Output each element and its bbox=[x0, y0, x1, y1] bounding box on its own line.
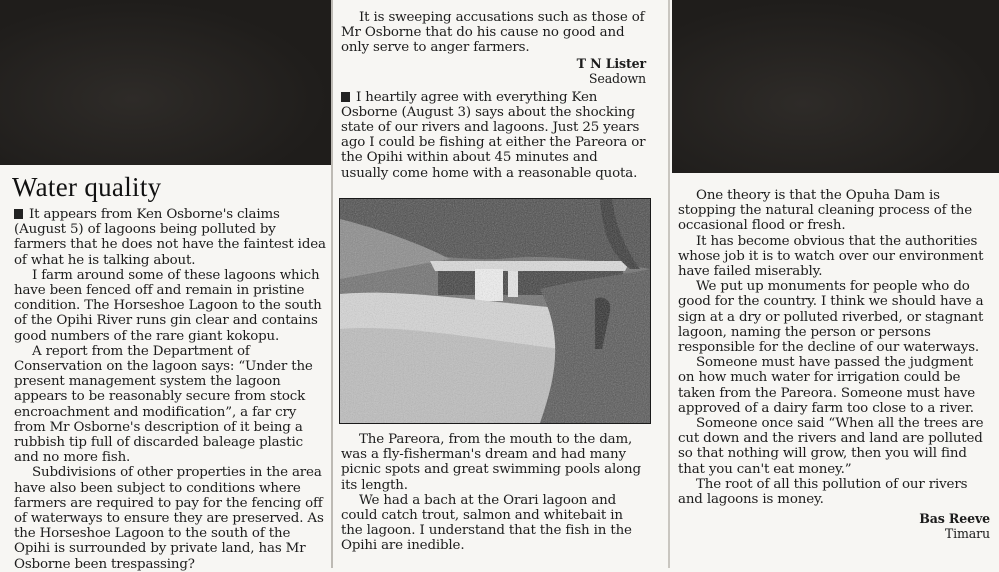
letter-paragraph: It is sweeping accusations such as those of Mr Osborne that do his cause no good and only serve to anger farmers. bbox=[341, 10, 645, 56]
middle-column-top bbox=[341, 10, 646, 181]
letter-paragraph: One theory is that the Opuha Dam is stopping the natural cleaning process of the occasional flood or fresh. bbox=[678, 188, 973, 234]
letter-paragraph: Subdivisions of other properties in the area have also been subject to conditions where farmers are required to pay for the fencing off of waterways to ensure they are preserved. As the Horseshoe Lagoon to the south of the Opihi is surrounded by private land, has Mr Osborne been trespassing? bbox=[14, 465, 324, 572]
letter-2-author: Bas Reeve bbox=[919, 511, 990, 527]
column-divider-right bbox=[668, 0, 670, 568]
letter-paragraph: It appears from Ken Osborne's claims (August 5) of lagoons being polluted by farmers that he does not have the faintest idea of what he is talking about. bbox=[14, 207, 326, 268]
letter-paragraph: It has become obvious that the authorities whose job it is to watch over our environment have failed miserably. bbox=[678, 233, 984, 280]
paragraph-bullet-icon bbox=[14, 209, 23, 219]
letter-paragraph: The root of all this pollution of our rivers and lagoons is money. bbox=[678, 476, 968, 508]
letter-paragraph: We put up monuments for people who do good for the country. I think we should have a sign at a dry or polluted riverbed, or stagnant lagoon, naming the person or persons responsible for the decline of our waterways. bbox=[678, 279, 984, 356]
redacted-block-right bbox=[672, 0, 999, 173]
letter-paragraph: I heartily agree with everything Ken Osborne (August 3) says about the shocking state of our rivers and lagoons. Just 25 years ago I could be fishing at either the Pareora or the Opihi within about 45 minutes and usually come home with a reasonable quota. bbox=[341, 89, 646, 181]
letter-paragraph: The Pareora, from the mouth to the dam, was a fly-fisherman's dream and had many picnic spots and great swimming pools along its length. bbox=[341, 432, 641, 493]
column-divider-left bbox=[331, 0, 333, 568]
letter-paragraph: We had a bach at the Orari lagoon and could catch trout, salmon and whitebait in the lagoon. I understand that the fish in the Opihi are inedible. bbox=[341, 492, 632, 554]
letter-paragraph: Someone once said “When all the trees are cut down and the rivers and land are polluted so that nothing will grow, then you will find that you can't eat money.” bbox=[678, 416, 984, 477]
middle-column-bottom bbox=[341, 432, 646, 554]
letter-paragraph: A report from the Department of Conservation on the lagoon says: “Under the present management system the lagoon appears to be reasonably secure from stock encroachment and modification”, a far cry from Mr Osborne's description of it being a rubbish tip full of discarded baleage plastic and no more fish. bbox=[14, 343, 313, 466]
paragraph-bullet-icon bbox=[341, 92, 350, 102]
letter-1-location: Seadown bbox=[588, 70, 646, 86]
letter-paragraph: I farm around some of these lagoons which have been fenced off and remain in pristine condition. The Horseshoe Lagoon to the south of the Opihi River runs gin clear and contains good numbers of the rare giant kokopu. bbox=[14, 267, 322, 344]
river-weir-image bbox=[340, 199, 650, 423]
letter-1-body bbox=[14, 207, 327, 572]
letter-2-location: Timaru bbox=[944, 526, 990, 542]
right-column bbox=[678, 188, 990, 541]
redacted-block-left bbox=[0, 0, 331, 165]
river-photo bbox=[339, 198, 651, 424]
letter-paragraph: Someone must have passed the judgment on how much water for irrigation could be taken from the Pareora. Someone must have approved of a dairy farm too close to a river. bbox=[678, 355, 976, 416]
letter-1-author: T N Lister bbox=[576, 55, 646, 71]
section-heading: Water quality bbox=[12, 172, 162, 202]
